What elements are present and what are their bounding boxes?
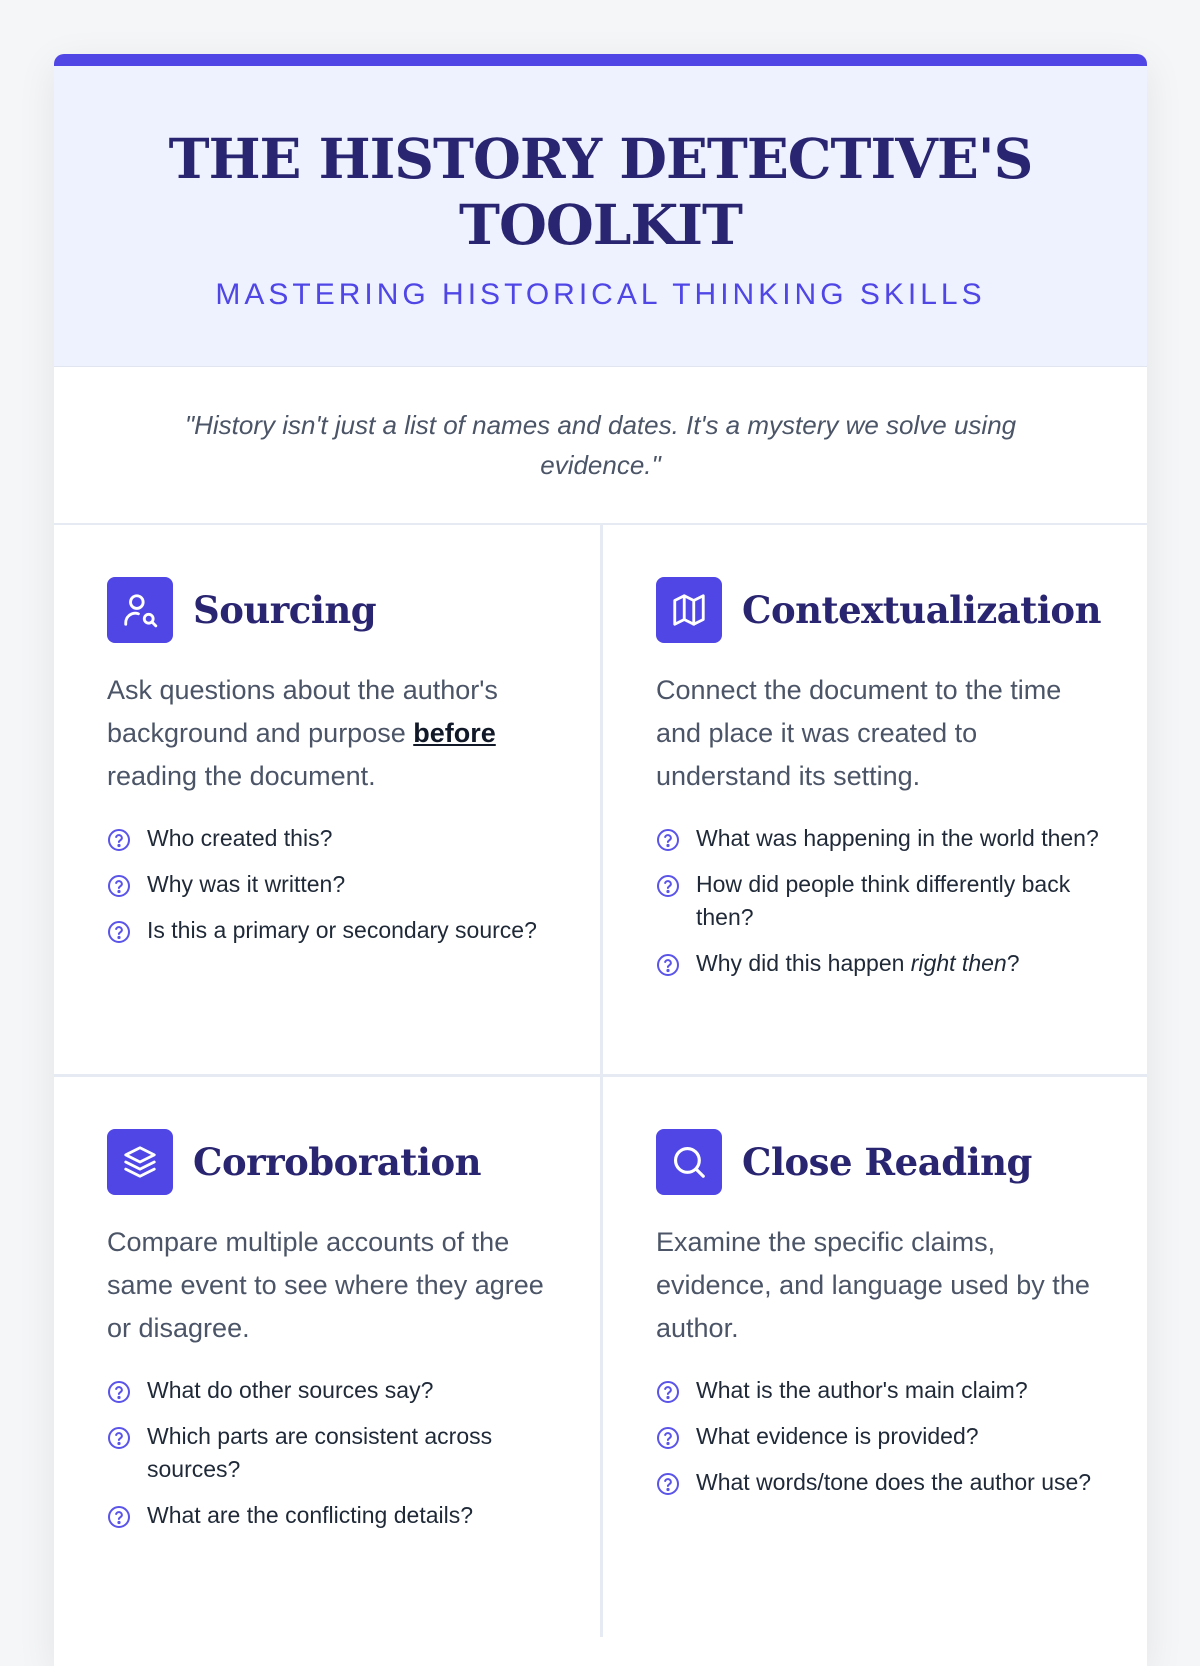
question-circle-icon (107, 1380, 131, 1404)
question-circle-icon (107, 920, 131, 944)
question-list (656, 1374, 1107, 1499)
skill-title: Close Reading (742, 1140, 1032, 1184)
skill-title: Sourcing (193, 588, 377, 632)
skills-grid (54, 525, 1147, 1637)
toolkit-card (54, 54, 1147, 1666)
layers-icon (107, 1129, 173, 1195)
question-circle-icon (107, 874, 131, 898)
skill-card-sourcing (54, 525, 603, 1077)
skill-description: Examine the specific claims, evidence, and language used by the author. (656, 1227, 1090, 1343)
question-list (656, 822, 1107, 980)
skill-title: Contextualization (742, 588, 1102, 632)
skill-card-corroboration (54, 1077, 603, 1637)
question-circle-icon (656, 1472, 680, 1496)
list-item: What is the author's main claim? (656, 1374, 1107, 1407)
page-title: THE HISTORY DETECTIVE'S TOOLKIT (168, 126, 1033, 257)
question-circle-icon (656, 1426, 680, 1450)
question-circle-icon (656, 828, 680, 852)
skill-title: Corroboration (193, 1140, 482, 1184)
list-item: What do other sources say? (107, 1374, 560, 1407)
skill-card-contextualization (603, 525, 1147, 1077)
list-item: Which parts are consistent across sources? (107, 1420, 560, 1486)
list-item: Who created this? (107, 822, 560, 855)
question-circle-icon (107, 1426, 131, 1450)
skill-description: Compare multiple accounts of the same event to see where they agree or disagree. (107, 1227, 544, 1343)
header (54, 66, 1147, 367)
map-icon (656, 577, 722, 643)
question-circle-icon (107, 1505, 131, 1529)
list-item: Is this a primary or secondary source? (107, 914, 560, 947)
page-subtitle: MASTERING HISTORICAL THINKING SKILLS (215, 278, 986, 311)
list-item: Why was it written? (107, 868, 560, 901)
list-item: Why did this happen right then? (656, 947, 1107, 980)
list-item: What are the conflicting details? (107, 1499, 560, 1532)
list-item: What was happening in the world then? (656, 822, 1107, 855)
skill-card-close-reading (603, 1077, 1147, 1637)
list-item: What evidence is provided? (656, 1420, 1107, 1453)
emphasis-text: before (413, 718, 496, 748)
question-list (107, 822, 560, 947)
question-circle-icon (107, 828, 131, 852)
user-search-icon (107, 577, 173, 643)
skill-description: Connect the document to the time and place it was created to understand its setting. (656, 675, 1062, 791)
list-item: How did people think differently back then? (656, 868, 1107, 934)
list-item: What words/tone does the author use? (656, 1466, 1107, 1499)
question-list (107, 1374, 560, 1532)
question-circle-icon (656, 1380, 680, 1404)
question-circle-icon (656, 953, 680, 977)
question-circle-icon (656, 874, 680, 898)
skill-description: Ask questions about the author's background and purpose before reading the document. (107, 675, 498, 791)
search-icon (656, 1129, 722, 1195)
intro-quote: "History isn't just a list of names and dates. It's a mystery we solve using evidence." (54, 367, 1147, 525)
